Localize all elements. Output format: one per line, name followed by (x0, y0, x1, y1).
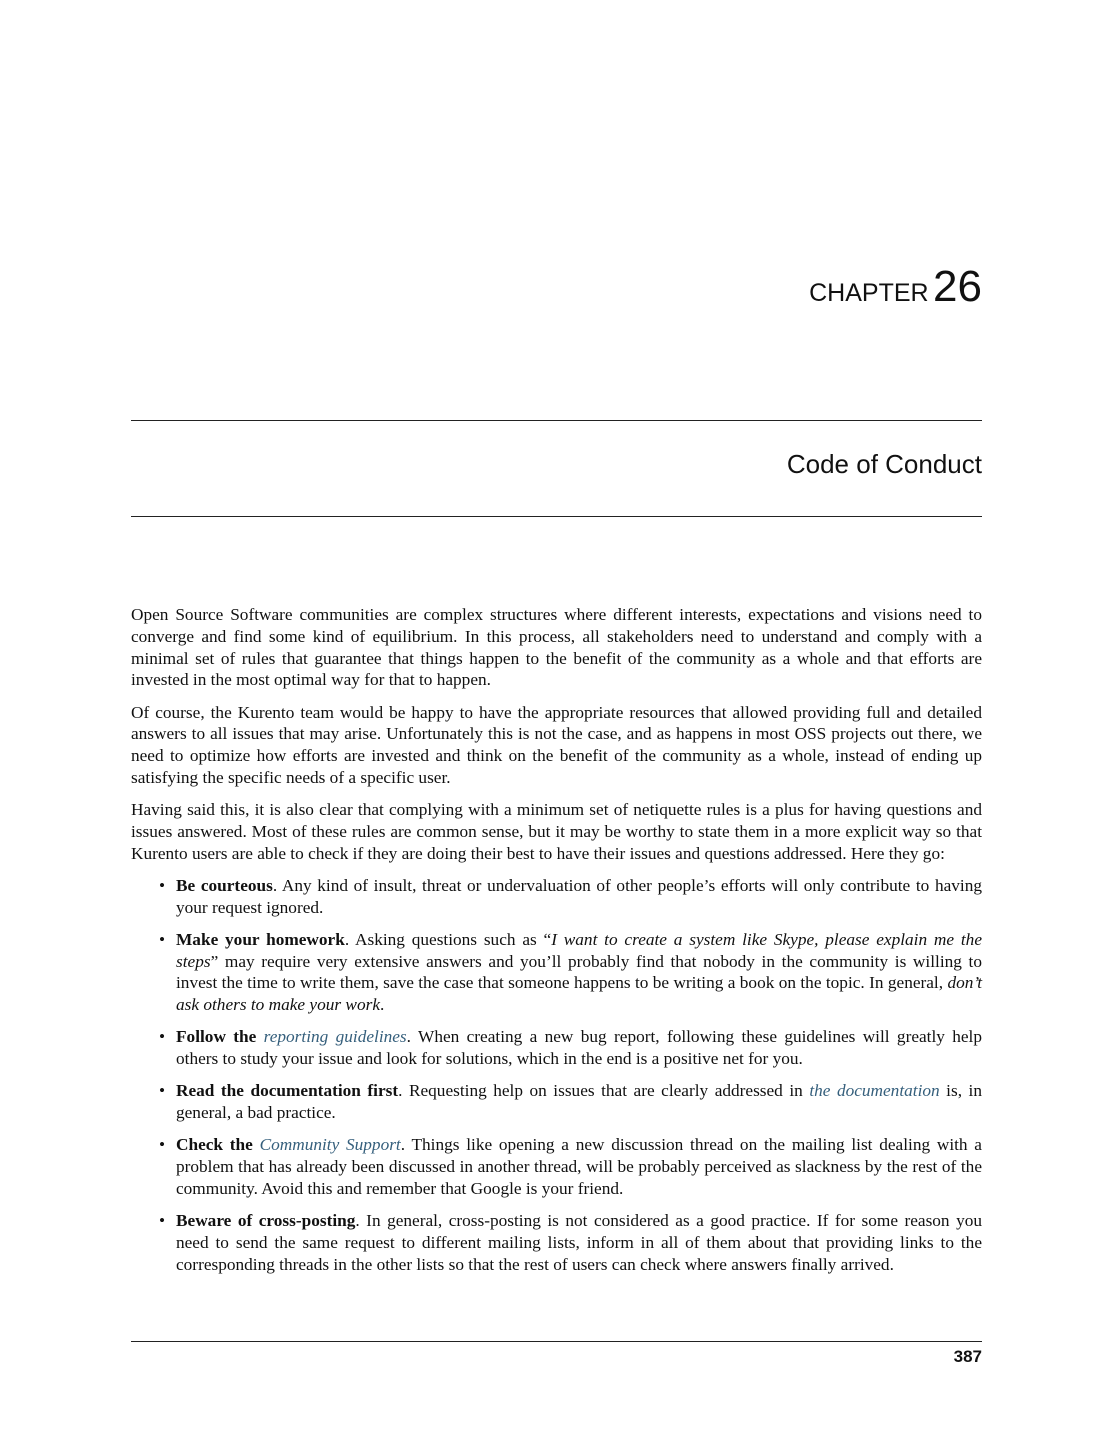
item-text: . Things like opening a new discussion thread on the mailing list dealing with a problem that has already been discussed in another thread, will be probably perceived as slackness by the rest of the community. Avoid this and remember that Google is your friend. (176, 1135, 982, 1198)
documentation-link[interactable]: the documentation (809, 1081, 940, 1101)
rules-list (131, 875, 982, 1276)
item-title: Make your homework (176, 929, 345, 949)
title-bottom-rule (131, 516, 982, 517)
item-text: . Requesting help on issues that are clearly addressed in (398, 1081, 810, 1101)
body-text (131, 604, 982, 1286)
item-title: Be courteous (176, 875, 273, 895)
community-support-link[interactable]: Community Support (259, 1135, 401, 1155)
list-item (176, 1080, 982, 1124)
paragraph: Open Source Software communities are complex structures where different interests, expectations and visions need to converge and find some kind of equilibrium. In this process, all stakeholders need to understand and comply with a minimal set of rules that guarantee that things happen to the benefit of the community as a whole and that efforts are invested in the most optimal way for that to happen. (131, 605, 982, 690)
list-item (176, 929, 982, 1016)
list-item (176, 1026, 982, 1070)
item-text: . Asking questions such as “ (344, 929, 552, 949)
chapter-heading (809, 262, 982, 312)
item-title: Follow the (176, 1027, 264, 1047)
page-number: 387 (953, 1347, 982, 1366)
item-emphasis: don’t ask others to make your work (176, 973, 982, 1014)
paragraph: Of course, the Kurento team would be happy to have the appropriate resources that allowed providing full and detailed answers to all issues that may arise. Unfortunately this is not the case, and as happens in most OSS projects out there, we need to optimize how efforts are invested and think on the benefit of the community as a whole, instead of ending up satisfying the specific needs of a specific user. (131, 702, 982, 787)
list-item (176, 1134, 982, 1199)
item-title: Check the (176, 1135, 260, 1155)
page-title: Code of Conduct (786, 449, 982, 479)
item-text: . (379, 995, 385, 1014)
item-text: . Any kind of insult, threat or undervaluation of other people’s efforts will only contribute to having your request ignored. (176, 875, 982, 917)
paragraph: Having said this, it is also clear that complying with a minimum set of netiquette rules is a plus for having questions and issues answered. Most of these rules are common sense, but it may be worthy to state them in a more explicit way so that Kurento users are able to check if they are doing their best to have their issues and questions addressed. Here they go: (131, 800, 982, 863)
item-quote: I want to create a system like Skype, please explain me the steps (176, 929, 982, 971)
item-text: . In general, cross-posting is not considered as a good practice. If for some reason you need to send the same request to different mailing lists, inform in all of them about that providing links to the corresponding threads in the other lists so that the rest of users can check where answers finally arrived. (176, 1211, 982, 1274)
item-title: Read the documentation first (176, 1081, 399, 1101)
item-text: . When creating a new bug report, following these guidelines will greatly help others to study your issue and look for solutions, which in the end is a positive net for you. (176, 1027, 982, 1068)
chapter-number: 26 (933, 262, 982, 311)
reporting-guidelines-link[interactable]: reporting guidelines (263, 1027, 407, 1047)
item-text: is, in general, a bad practice. (176, 1081, 982, 1122)
footer-rule (131, 1341, 982, 1342)
item-text: ” may require very extensive answers and you’ll probably find that nobody in the community is willing to invest the time to write them, save the case that someone happens to be writing a book on the topic. In general, (176, 951, 982, 993)
list-item (176, 875, 982, 919)
item-title: Beware of cross-posting (176, 1211, 356, 1230)
title-top-rule (131, 420, 982, 421)
list-item (176, 1210, 982, 1275)
chapter-word: CHAPTER (809, 279, 929, 307)
